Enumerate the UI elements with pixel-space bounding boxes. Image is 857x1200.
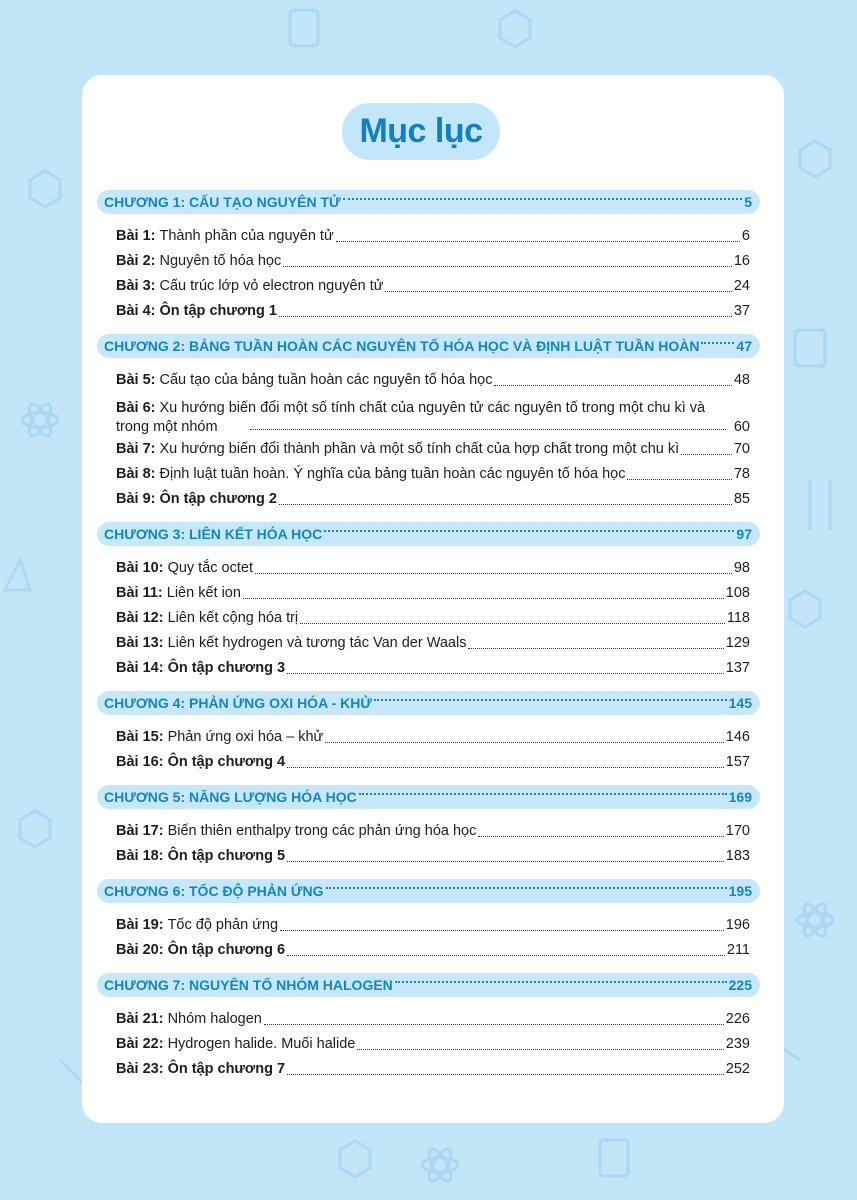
lesson-label: Bài 17: [116, 823, 164, 839]
lesson-label: Bài 12: [116, 610, 164, 626]
dot-leader [357, 1049, 723, 1050]
chapter-heading[interactable] [97, 785, 760, 809]
dot-leader [243, 598, 724, 599]
chapter-page-number: 97 [736, 526, 752, 542]
lesson-title: Cấu trúc lớp vỏ electron nguyên tử [159, 278, 384, 294]
lesson-label: Bài 10: [116, 560, 164, 576]
lesson-page-number: 60 [733, 419, 750, 435]
chapter-heading[interactable] [97, 522, 760, 546]
chapter-title: CHƯƠNG 7: NGUYÊN TỐ NHÓM HALOGEN [104, 977, 393, 993]
lesson-label: Bài 15: [116, 729, 164, 745]
lesson-page-number: 24 [733, 278, 750, 294]
chapter-title: CHƯƠNG 6: TỐC ĐỘ PHẢN ỨNG [104, 883, 324, 899]
page-title: Mục lục [342, 103, 500, 160]
lesson-title: Liên kết hydrogen và tương tác Van der Waals [167, 635, 467, 651]
lesson-page-number: 226 [725, 1011, 750, 1027]
chapter-page-number: 195 [728, 883, 752, 899]
lesson-entry[interactable] [116, 725, 750, 750]
lesson-page-number: 6 [741, 228, 750, 244]
lesson-title: Xu hướng biến đổi thành phần và một số tính chất của hợp chất trong một chu kì [159, 441, 680, 457]
lesson-entry[interactable] [116, 368, 750, 393]
lesson-entry[interactable] [116, 1032, 750, 1057]
dot-leader [279, 504, 732, 505]
lesson-title: Biến thiên enthalpy trong các phản ứng hóa học [167, 823, 477, 839]
chapter-page-number: 5 [744, 194, 752, 210]
lesson-title: Quy tắc octet [167, 560, 253, 576]
dot-leader [280, 930, 724, 931]
lesson-page-number: 129 [725, 635, 750, 651]
lesson-entry[interactable] [116, 437, 750, 462]
lesson-page-number: 85 [733, 491, 750, 507]
dot-leader [468, 648, 723, 649]
lesson-page-number: 157 [725, 754, 750, 770]
chapter-heading[interactable] [97, 973, 760, 997]
lesson-title: Ôn tập chương 2 [159, 491, 277, 507]
lesson-title: Ôn tập chương 5 [167, 848, 286, 864]
lesson-entry[interactable] [116, 393, 750, 437]
lesson-label: Bài 11: [116, 585, 163, 601]
lesson-label: Bài 5: [116, 372, 156, 388]
dot-leader [627, 479, 731, 480]
lesson-label: Bài 19: [116, 917, 164, 933]
lesson-entry[interactable] [116, 750, 750, 775]
lesson-label: Bài 21: [116, 1011, 164, 1027]
dot-leader [385, 291, 731, 292]
lesson-page-number: 252 [725, 1061, 750, 1077]
lesson-entry[interactable] [116, 819, 750, 844]
lesson-title: Định luật tuần hoàn. Ý nghĩa của bảng tuần hoàn các nguyên tố hóa học [159, 466, 626, 482]
dot-leader [287, 1074, 724, 1075]
lesson-entry[interactable] [116, 631, 750, 656]
toc-list [97, 190, 760, 1082]
lesson-entry[interactable] [116, 581, 750, 606]
chapter-title: CHƯƠNG 2: BẢNG TUẦN HOÀN CÁC NGUYÊN TỐ HÓA HỌC VÀ ĐỊNH LUẬT TUẦN HOÀN [104, 338, 700, 354]
dot-leader [395, 981, 727, 983]
dot-leader [325, 742, 724, 743]
lesson-page-number: 170 [725, 823, 750, 839]
lesson-entry[interactable] [116, 249, 750, 274]
lesson-label: Bài 16: [116, 754, 164, 770]
lesson-entry[interactable] [116, 462, 750, 487]
lesson-title: Thành phần của nguyên tử [159, 228, 334, 244]
lesson-label: Bài 23: [116, 1061, 164, 1077]
lesson-label: Bài 8: [116, 466, 156, 482]
lesson-page-number: 137 [725, 660, 750, 676]
lesson-entry[interactable] [116, 1007, 750, 1032]
dot-leader [279, 316, 732, 317]
dot-leader [374, 699, 727, 701]
lesson-title: Ôn tập chương 6 [167, 942, 286, 958]
dot-leader [343, 198, 743, 200]
lesson-title: Hydrogen halide. Muối halide [167, 1036, 356, 1052]
lesson-page-number: 146 [725, 729, 750, 745]
lesson-entry[interactable] [116, 274, 750, 299]
dot-leader [326, 887, 727, 889]
dot-leader [300, 623, 725, 624]
dot-leader [255, 573, 732, 574]
chapter-title: CHƯƠNG 3: LIÊN KẾT HÓA HỌC [104, 526, 323, 542]
lesson-page-number: 108 [725, 585, 750, 601]
lesson-page-number: 183 [725, 848, 750, 864]
dot-leader [264, 1024, 724, 1025]
chapter-title: CHƯƠNG 4: PHẢN ỨNG OXI HÓA - KHỬ [104, 695, 372, 711]
dot-leader [478, 836, 723, 837]
dot-leader [324, 530, 734, 532]
lesson-page-number: 16 [733, 253, 750, 269]
dot-leader [287, 673, 724, 674]
lesson-entry[interactable] [116, 556, 750, 581]
lesson-title: Liên kết cộng hóa trị [167, 610, 299, 626]
lesson-label: Bài 4: [116, 303, 156, 319]
lesson-page-number: 48 [733, 372, 750, 388]
lesson-title: Nhóm halogen [167, 1011, 262, 1027]
lesson-label: Bài 22: [116, 1036, 164, 1052]
lesson-page-number: 70 [733, 441, 750, 457]
lesson-label: Bài 6: [116, 400, 156, 416]
lesson-title: Liên kết ion [166, 585, 241, 601]
lesson-entry[interactable] [116, 938, 750, 963]
dot-leader [287, 861, 724, 862]
chapter-page-number: 145 [728, 695, 752, 711]
lesson-label: Bài 2: [116, 253, 156, 269]
lesson-title: Ôn tập chương 7 [167, 1061, 286, 1077]
lesson-title: Phản ứng oxi hóa – khử [167, 729, 324, 745]
dot-leader [250, 429, 726, 430]
lesson-entry[interactable] [116, 299, 750, 324]
table-of-contents-card [82, 75, 784, 1123]
dot-leader [287, 767, 724, 768]
lesson-title: Ôn tập chương 3 [167, 660, 286, 676]
lesson-page-number: 98 [733, 560, 750, 576]
lesson-entry[interactable] [116, 224, 750, 249]
lesson-entry[interactable] [116, 487, 750, 512]
lesson-title: Cấu tạo của bảng tuần hoàn các nguyên tố hóa học [159, 372, 493, 388]
lesson-label: Bài 13: [116, 635, 164, 651]
chapter-heading[interactable] [97, 334, 760, 358]
chapter-title: CHƯƠNG 1: CẤU TẠO NGUYÊN TỬ [104, 194, 341, 210]
lesson-label: Bài 1: [116, 228, 156, 244]
dot-leader [494, 385, 731, 386]
lesson-page-number: 118 [726, 610, 750, 626]
chapter-heading[interactable] [97, 691, 760, 715]
dot-leader [701, 342, 734, 344]
lesson-title: Tốc độ phản ứng [167, 917, 279, 933]
lesson-page-number: 196 [725, 917, 750, 933]
lesson-entry[interactable] [116, 656, 750, 681]
chapter-title: CHƯƠNG 5: NĂNG LƯỢNG HÓA HỌC [104, 789, 357, 805]
chapter-page-number: 225 [728, 977, 752, 993]
lesson-label: Bài 14: [116, 660, 164, 676]
lesson-page-number: 78 [733, 466, 750, 482]
lesson-page-number: 37 [733, 303, 750, 319]
dot-leader [336, 241, 740, 242]
chapter-page-number: 169 [728, 789, 752, 805]
lesson-title: Ôn tập chương 4 [167, 754, 286, 770]
lesson-title: Xu hướng biến đổi một số tính chất của nguyên tử các nguyên tố trong một chu kì và trong một nhóm [116, 400, 706, 435]
lesson-entry[interactable] [116, 606, 750, 631]
dot-leader [359, 793, 727, 795]
dot-leader [681, 454, 732, 455]
dot-leader [283, 266, 732, 267]
lesson-label: Bài 20: [116, 942, 164, 958]
lesson-title: Ôn tập chương 1 [159, 303, 277, 319]
lesson-entry[interactable] [116, 913, 750, 938]
lesson-title: Nguyên tố hóa học [159, 253, 282, 269]
lesson-label: Bài 7: [116, 441, 156, 457]
lesson-page-number: 239 [725, 1036, 750, 1052]
chapter-heading[interactable] [97, 190, 760, 214]
lesson-entry[interactable] [116, 1057, 750, 1082]
chapter-heading[interactable] [97, 879, 760, 903]
lesson-label: Bài 9: [116, 491, 156, 507]
lesson-page-number: 211 [726, 942, 750, 958]
chapter-page-number: 47 [736, 338, 752, 354]
lesson-entry[interactable] [116, 844, 750, 869]
lesson-label: Bài 18: [116, 848, 164, 864]
dot-leader [287, 955, 725, 956]
lesson-label: Bài 3: [116, 278, 156, 294]
lesson-text-block [116, 399, 750, 437]
